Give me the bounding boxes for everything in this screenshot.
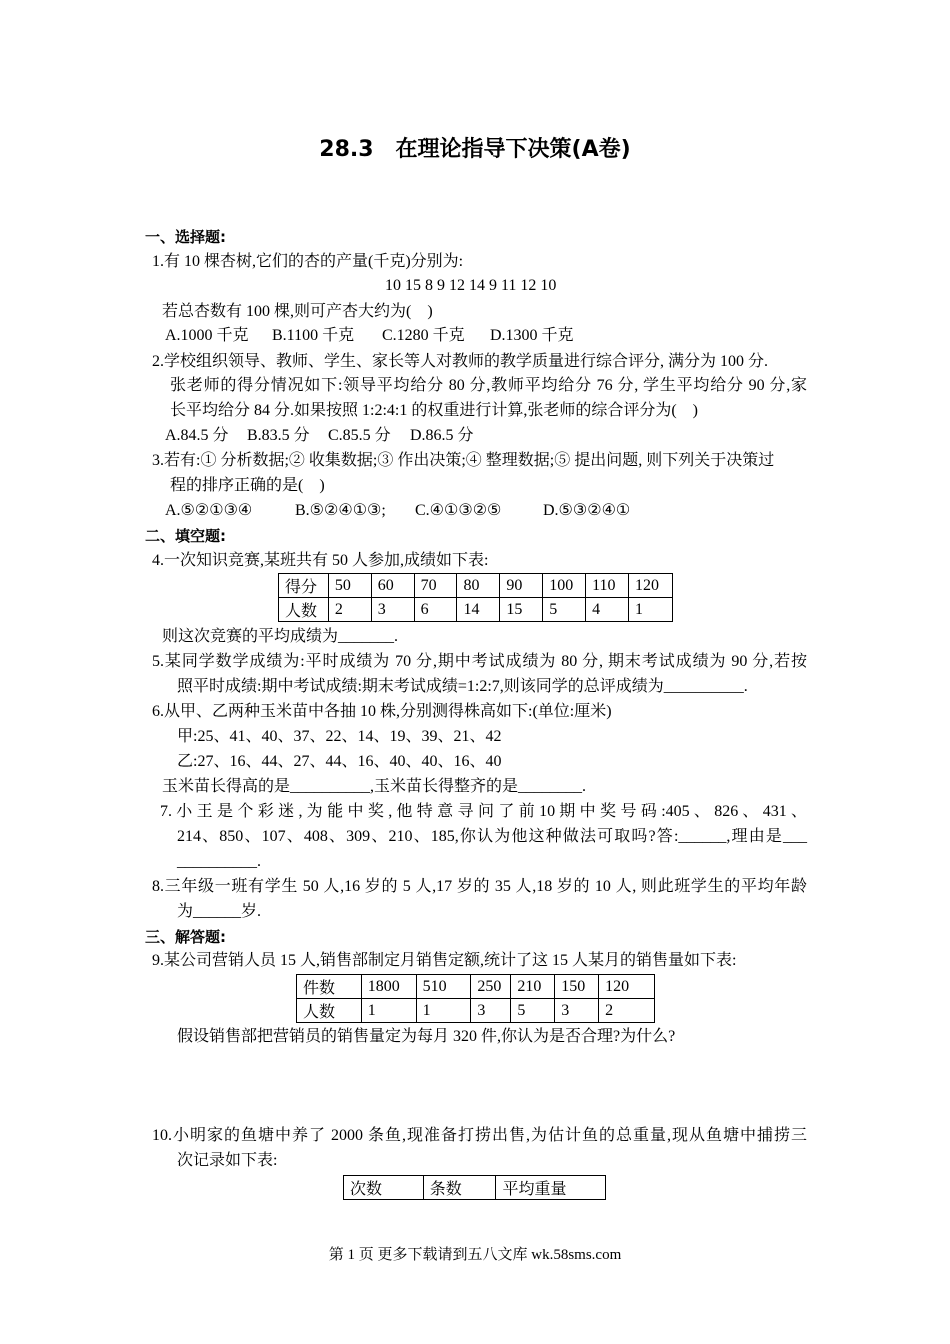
- q9-stem: 9.某公司营销人员 15 人,销售部制定月销售定额,统计了这 15 人某月的销售量如下表:: [152, 952, 737, 969]
- q2-line-3: 长平均给分 84 分.如果按照 1:2:4:1 的权重进行计算,张老师的综合评分为( ): [170, 402, 698, 419]
- q1-option-a: A.1000 千克: [165, 327, 249, 344]
- q5-line-1: 5.某同学数学成绩为:平时成绩为 70 分,期中考试成绩为 80 分, 期末考试成绩为 90 分,若按: [152, 653, 807, 670]
- q2-option-b: B.83.5 分: [247, 427, 310, 444]
- section-heading-choice: 一、选择题:: [145, 228, 226, 246]
- table-cell: 3: [471, 999, 511, 1023]
- table-cell: 80: [457, 574, 500, 598]
- table-cell: 4: [586, 598, 629, 622]
- q3-option-c: C.④①③②⑤: [415, 502, 502, 519]
- q1-stem: 1.有 10 棵杏树,它们的杏的产量(千克)分别为:: [152, 253, 464, 270]
- table-cell: 人数: [297, 999, 362, 1023]
- table-row: [279, 598, 673, 622]
- page-footer: 第 1 页 更多下载请到五八文库 wk.58sms.com: [328, 1247, 622, 1263]
- q1-data: 10 15 8 9 12 14 9 11 12 10: [385, 277, 557, 294]
- table-cell: 5: [511, 999, 555, 1023]
- table-cell: 120: [629, 574, 673, 598]
- table-cell: 1800: [361, 975, 416, 999]
- q10-line-2: 次记录如下表:: [177, 1152, 278, 1169]
- q10-line-1: 10.小明家的鱼塘中养了 2000 条鱼,现准备打捞出售,为估计鱼的总重量,现从鱼塘中捕捞三: [152, 1127, 807, 1144]
- q6-ask: 玉米苗长得高的是__________,玉米苗长得整齐的是________.: [162, 778, 587, 795]
- table-cell: 条数: [423, 1176, 496, 1200]
- q1-option-c: C.1280 千克: [382, 327, 465, 344]
- table-cell: 150: [555, 975, 599, 999]
- q2-option-c: C.85.5 分: [328, 427, 391, 444]
- table-cell: 得分: [279, 574, 329, 598]
- q2-option-d: D.86.5 分: [410, 427, 474, 444]
- q7-line-2: 214、850、107、408、309、210、185,你认为他这种做法可取吗?答:______,理由是___: [177, 828, 807, 845]
- section-heading-fill: 二、填空题:: [145, 527, 226, 545]
- q9-sales-table: [296, 974, 655, 1023]
- q3-line-2: 程的排序正确的是( ): [170, 477, 325, 494]
- table-cell: 1: [629, 598, 673, 622]
- table-row: [279, 574, 673, 598]
- table-cell: 250: [471, 975, 511, 999]
- table-cell: 1: [361, 999, 416, 1023]
- table-cell: 15: [500, 598, 543, 622]
- q3-option-d: D.⑤③②④①: [543, 502, 631, 519]
- table-cell: 60: [371, 574, 414, 598]
- q3-option-b: B.⑤②④①③;: [295, 502, 386, 519]
- table-cell: 70: [414, 574, 457, 598]
- q7-line-1: 7. 小 王 是 个 彩 迷 , 为 能 中 奖 , 他 特 意 寻 问 了 前 10 期 中 奖 号 码 :405 、 826 、 431 、: [160, 803, 807, 820]
- q3-line-1: 3.若有:① 分析数据;② 收集数据;③ 作出决策;④ 整理数据;⑤ 提出问题, 则下列关于决策过: [152, 452, 775, 469]
- table-cell: 3: [555, 999, 599, 1023]
- q6-stem: 6.从甲、乙两种玉米苗中各抽 10 株,分别测得株高如下:(单位:厘米): [152, 703, 612, 720]
- table-cell: 1: [416, 999, 471, 1023]
- table-cell: 2: [328, 598, 371, 622]
- q8-line-2: 为______岁.: [177, 903, 262, 920]
- q2-line-1: 2.学校组织领导、教师、学生、家长等人对教师的教学质量进行综合评分, 满分为 100 分.: [152, 353, 769, 370]
- q6-yi: 乙:27、16、44、27、44、16、40、40、16、40: [177, 753, 502, 770]
- q6-jia: 甲:25、41、40、37、22、14、19、39、21、42: [177, 728, 502, 745]
- q9-ask: 假设销售部把营销员的销售量定为每月 320 件,你认为是否合理?为什么?: [177, 1028, 676, 1045]
- q1-option-d: D.1300 千克: [490, 327, 574, 344]
- q4-ask: 则这次竞赛的平均成绩为_______.: [162, 628, 399, 645]
- table-cell: 14: [457, 598, 500, 622]
- table-cell: 5: [543, 598, 586, 622]
- table-row: [344, 1176, 606, 1200]
- table-cell: 次数: [344, 1176, 424, 1200]
- section-heading-solve: 三、解答题:: [145, 928, 226, 946]
- q8-line-1: 8.三年级一班有学生 50 人,16 岁的 5 人,17 岁的 35 人,18 岁的 10 人, 则此班学生的平均年龄: [152, 878, 807, 895]
- table-cell: 100: [543, 574, 586, 598]
- q3-option-a: A.⑤②①③④: [165, 502, 253, 519]
- table-row: [297, 975, 655, 999]
- table-cell: 3: [371, 598, 414, 622]
- table-row: [297, 999, 655, 1023]
- q2-option-a: A.84.5 分: [165, 427, 229, 444]
- q1-option-b: B.1100 千克: [272, 327, 355, 344]
- table-cell: 110: [586, 574, 629, 598]
- q2-line-2: 张老师的得分情况如下:领导平均给分 80 分,教师平均给分 76 分, 学生平均给分 90 分,家: [170, 377, 807, 394]
- table-cell: 件数: [297, 975, 362, 999]
- table-cell: 510: [416, 975, 471, 999]
- table-cell: 210: [511, 975, 555, 999]
- q10-fish-table: [343, 1175, 606, 1200]
- table-cell: 平均重量: [496, 1176, 606, 1200]
- table-cell: 90: [500, 574, 543, 598]
- q5-line-2: 照平时成绩:期中考试成绩:期末考试成绩=1:2:7,则该同学的总评成绩为__________.: [177, 678, 748, 695]
- q1-ask: 若总杏数有 100 棵,则可产杏大约为( ): [162, 303, 433, 320]
- table-cell: 人数: [279, 598, 329, 622]
- table-cell: 120: [599, 975, 655, 999]
- q7-line-3: __________.: [177, 853, 261, 870]
- q4-score-table: [278, 573, 673, 622]
- table-cell: 2: [599, 999, 655, 1023]
- q4-stem: 4.一次知识竞赛,某班共有 50 人参加,成绩如下表:: [152, 552, 489, 569]
- table-cell: 50: [328, 574, 371, 598]
- page-title: 28.3 在理论指导下决策(A卷): [319, 137, 631, 162]
- table-cell: 6: [414, 598, 457, 622]
